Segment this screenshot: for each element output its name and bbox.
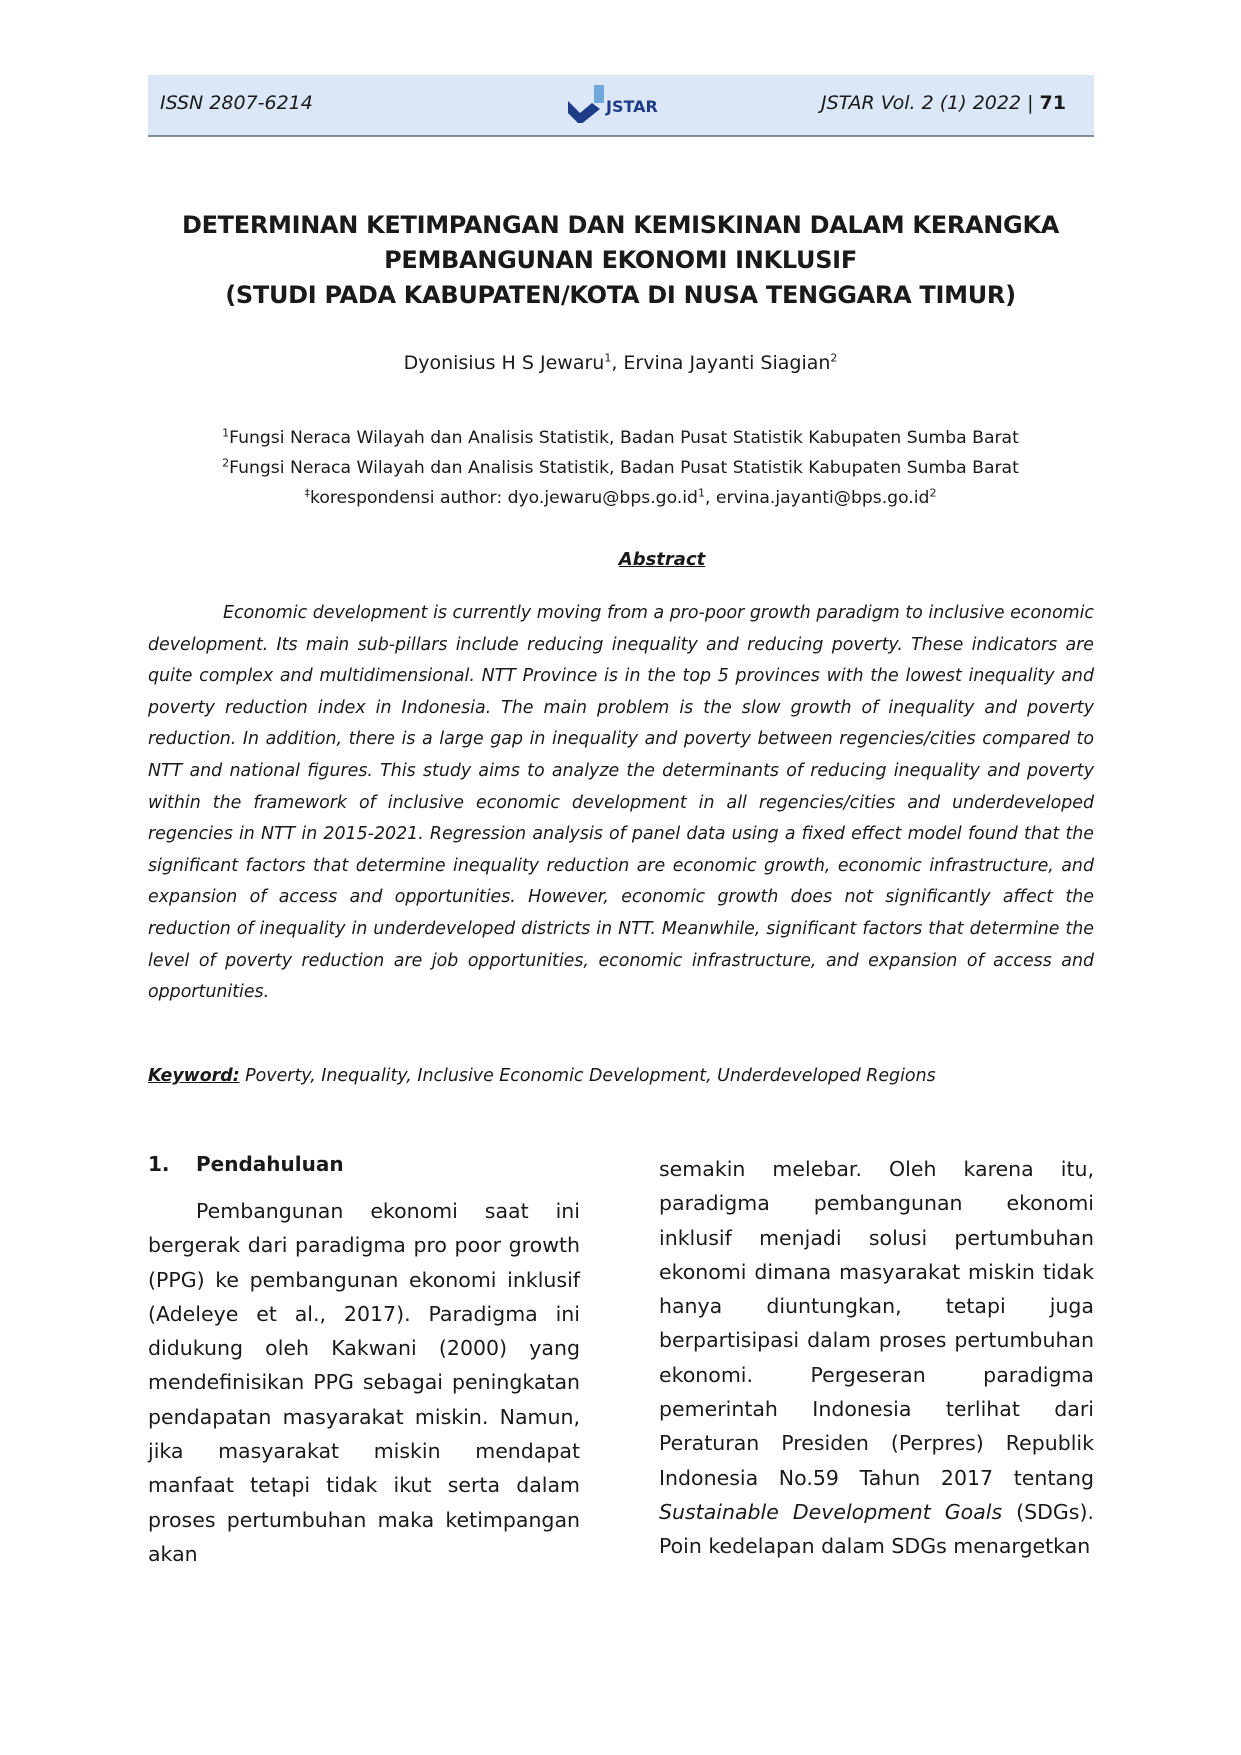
- author-name: Ervina Jayanti Siagian: [623, 352, 831, 374]
- body-text-run: semakin melebar. Oleh karena itu, paradigma pembangunan ekonomi inklusif menjadi solusi pertumbuhan ekonomi dimana masyarakat miskin tidak hanya diuntungkan, tetapi juga berpartisipasi dalam proses pertumbuhan ekonomi. Pergeseran paradigma pemerintah Indonesia terlihat dari Peraturan Presiden (Perpres) Republik Indonesia No.59 Tahun 2017 tentang: [659, 1157, 1094, 1490]
- body-paragraph: Pembangunan ekonomi saat ini bergerak dari paradigma pro poor growth (PPG) ke pembangunan ekonomi inklusif (Adeleye et al., 2017). Paradigma ini didukung oleh Kakwani (2000) yang mendefinisikan PPG sebagai peningkatan pendapatan masyarakat miskin. Namun, jika masyarakat miskin mendapat manfaat tetapi tidak ikut serta dalam proses pertumbuhan maka ketimpangan akan: [148, 1199, 580, 1566]
- title-line: DETERMINAN KETIMPANGAN DAN KEMISKINAN DALAM KERANGKA: [181, 211, 1060, 239]
- section-heading: [148, 1152, 580, 1182]
- author-superscript: 1: [604, 351, 612, 365]
- body-text-italic: Sustainable Development Goals: [659, 1499, 1003, 1524]
- logo-text: JSTAR: [606, 97, 658, 116]
- correspondence-superscript: 2: [929, 486, 937, 500]
- author-superscript: 2: [830, 351, 838, 365]
- keywords: [148, 1066, 1094, 1086]
- title-line: (STUDI PADA KABUPATEN/KOTA DI NUSA TENGGARA TIMUR): [225, 281, 1016, 309]
- volume-text: JSTAR Vol. 2 (1) 2022 |: [820, 92, 1034, 114]
- keywords-text: Poverty, Inequality, Inclusive Economic Development, Underdeveloped Regions: [239, 1066, 936, 1086]
- author-separator: ,: [611, 352, 624, 374]
- affiliation: [140, 423, 1101, 453]
- issn: ISSN 2807-6214: [160, 92, 313, 114]
- correspondence: [140, 483, 1101, 513]
- author-list: [140, 352, 1101, 374]
- journal-logo: [566, 83, 666, 127]
- abstract-heading: Abstract: [618, 549, 706, 570]
- affiliations: [140, 423, 1101, 513]
- body-paragraph: [659, 1152, 1094, 1564]
- affiliation-superscript: 2: [222, 456, 230, 470]
- section-number: 1.: [148, 1152, 170, 1176]
- body-text-run: (SDGs). Poin kedelapan dalam SDGs menargetkan: [659, 1499, 1094, 1559]
- affiliation: [140, 453, 1101, 483]
- affiliation-text: Fungsi Neraca Wilayah dan Analisis Statistik, Badan Pusat Statistik Kabupaten Sumba Barat: [229, 428, 1019, 448]
- journal-volume: [821, 92, 1066, 114]
- right-column: [659, 1152, 1094, 1564]
- correspondence-mark: ‡: [304, 486, 311, 500]
- correspondence-superscript: 1: [697, 486, 705, 500]
- paper-title: [140, 208, 1101, 313]
- page-number: 71: [1039, 92, 1066, 114]
- abstract-text: Economic development is currently moving from a pro-poor growth paradigm to inclusive economic development. Its main sub-pillars include reducing inequality and reducing poverty. These indicators are quite complex and multidimensional. NTT Province is in the top 5 provinces with the lowest inequality and poverty reduction index in Indonesia. The main problem is the slow growth of inequality and poverty reduction. In addition, there is a large gap in inequality and poverty between regencies/cities compared to NTT and national figures. This study aims to analyze the determinants of reducing inequality and poverty within the framework of inclusive economic development in all regencies/cities and underdeveloped regencies in NTT in 2015-2021. Regression analysis of panel data using a fixed effect model found that the significant factors that determine inequality reduction are economic growth, economic infrastructure, and expansion of access and opportunities. However, economic growth does not significantly affect the reduction of inequality in underdeveloped districts in NTT. Meanwhile, significant factors that determine the level of poverty reduction are job opportunities, economic infrastructure, and expansion of access and opportunities.: [148, 603, 1094, 1003]
- abstract-body: [148, 598, 1094, 1009]
- author-name: Dyonisius H S Jewaru: [403, 352, 605, 374]
- running-header: [148, 75, 1094, 137]
- keywords-label: Keyword:: [148, 1066, 240, 1086]
- title-line: PEMBANGUNAN EKONOMI INKLUSIF: [384, 246, 857, 274]
- correspondence-email: , ervina.jayanti@bps.go.id: [704, 488, 930, 508]
- affiliation-superscript: 1: [222, 426, 230, 440]
- correspondence-text: korespondensi author: dyo.jewaru@bps.go.id: [310, 488, 698, 508]
- left-column: [148, 1152, 580, 1571]
- affiliation-text: Fungsi Neraca Wilayah dan Analisis Statistik, Badan Pusat Statistik Kabupaten Sumba Barat: [229, 458, 1019, 478]
- section-title: Pendahuluan: [196, 1152, 344, 1176]
